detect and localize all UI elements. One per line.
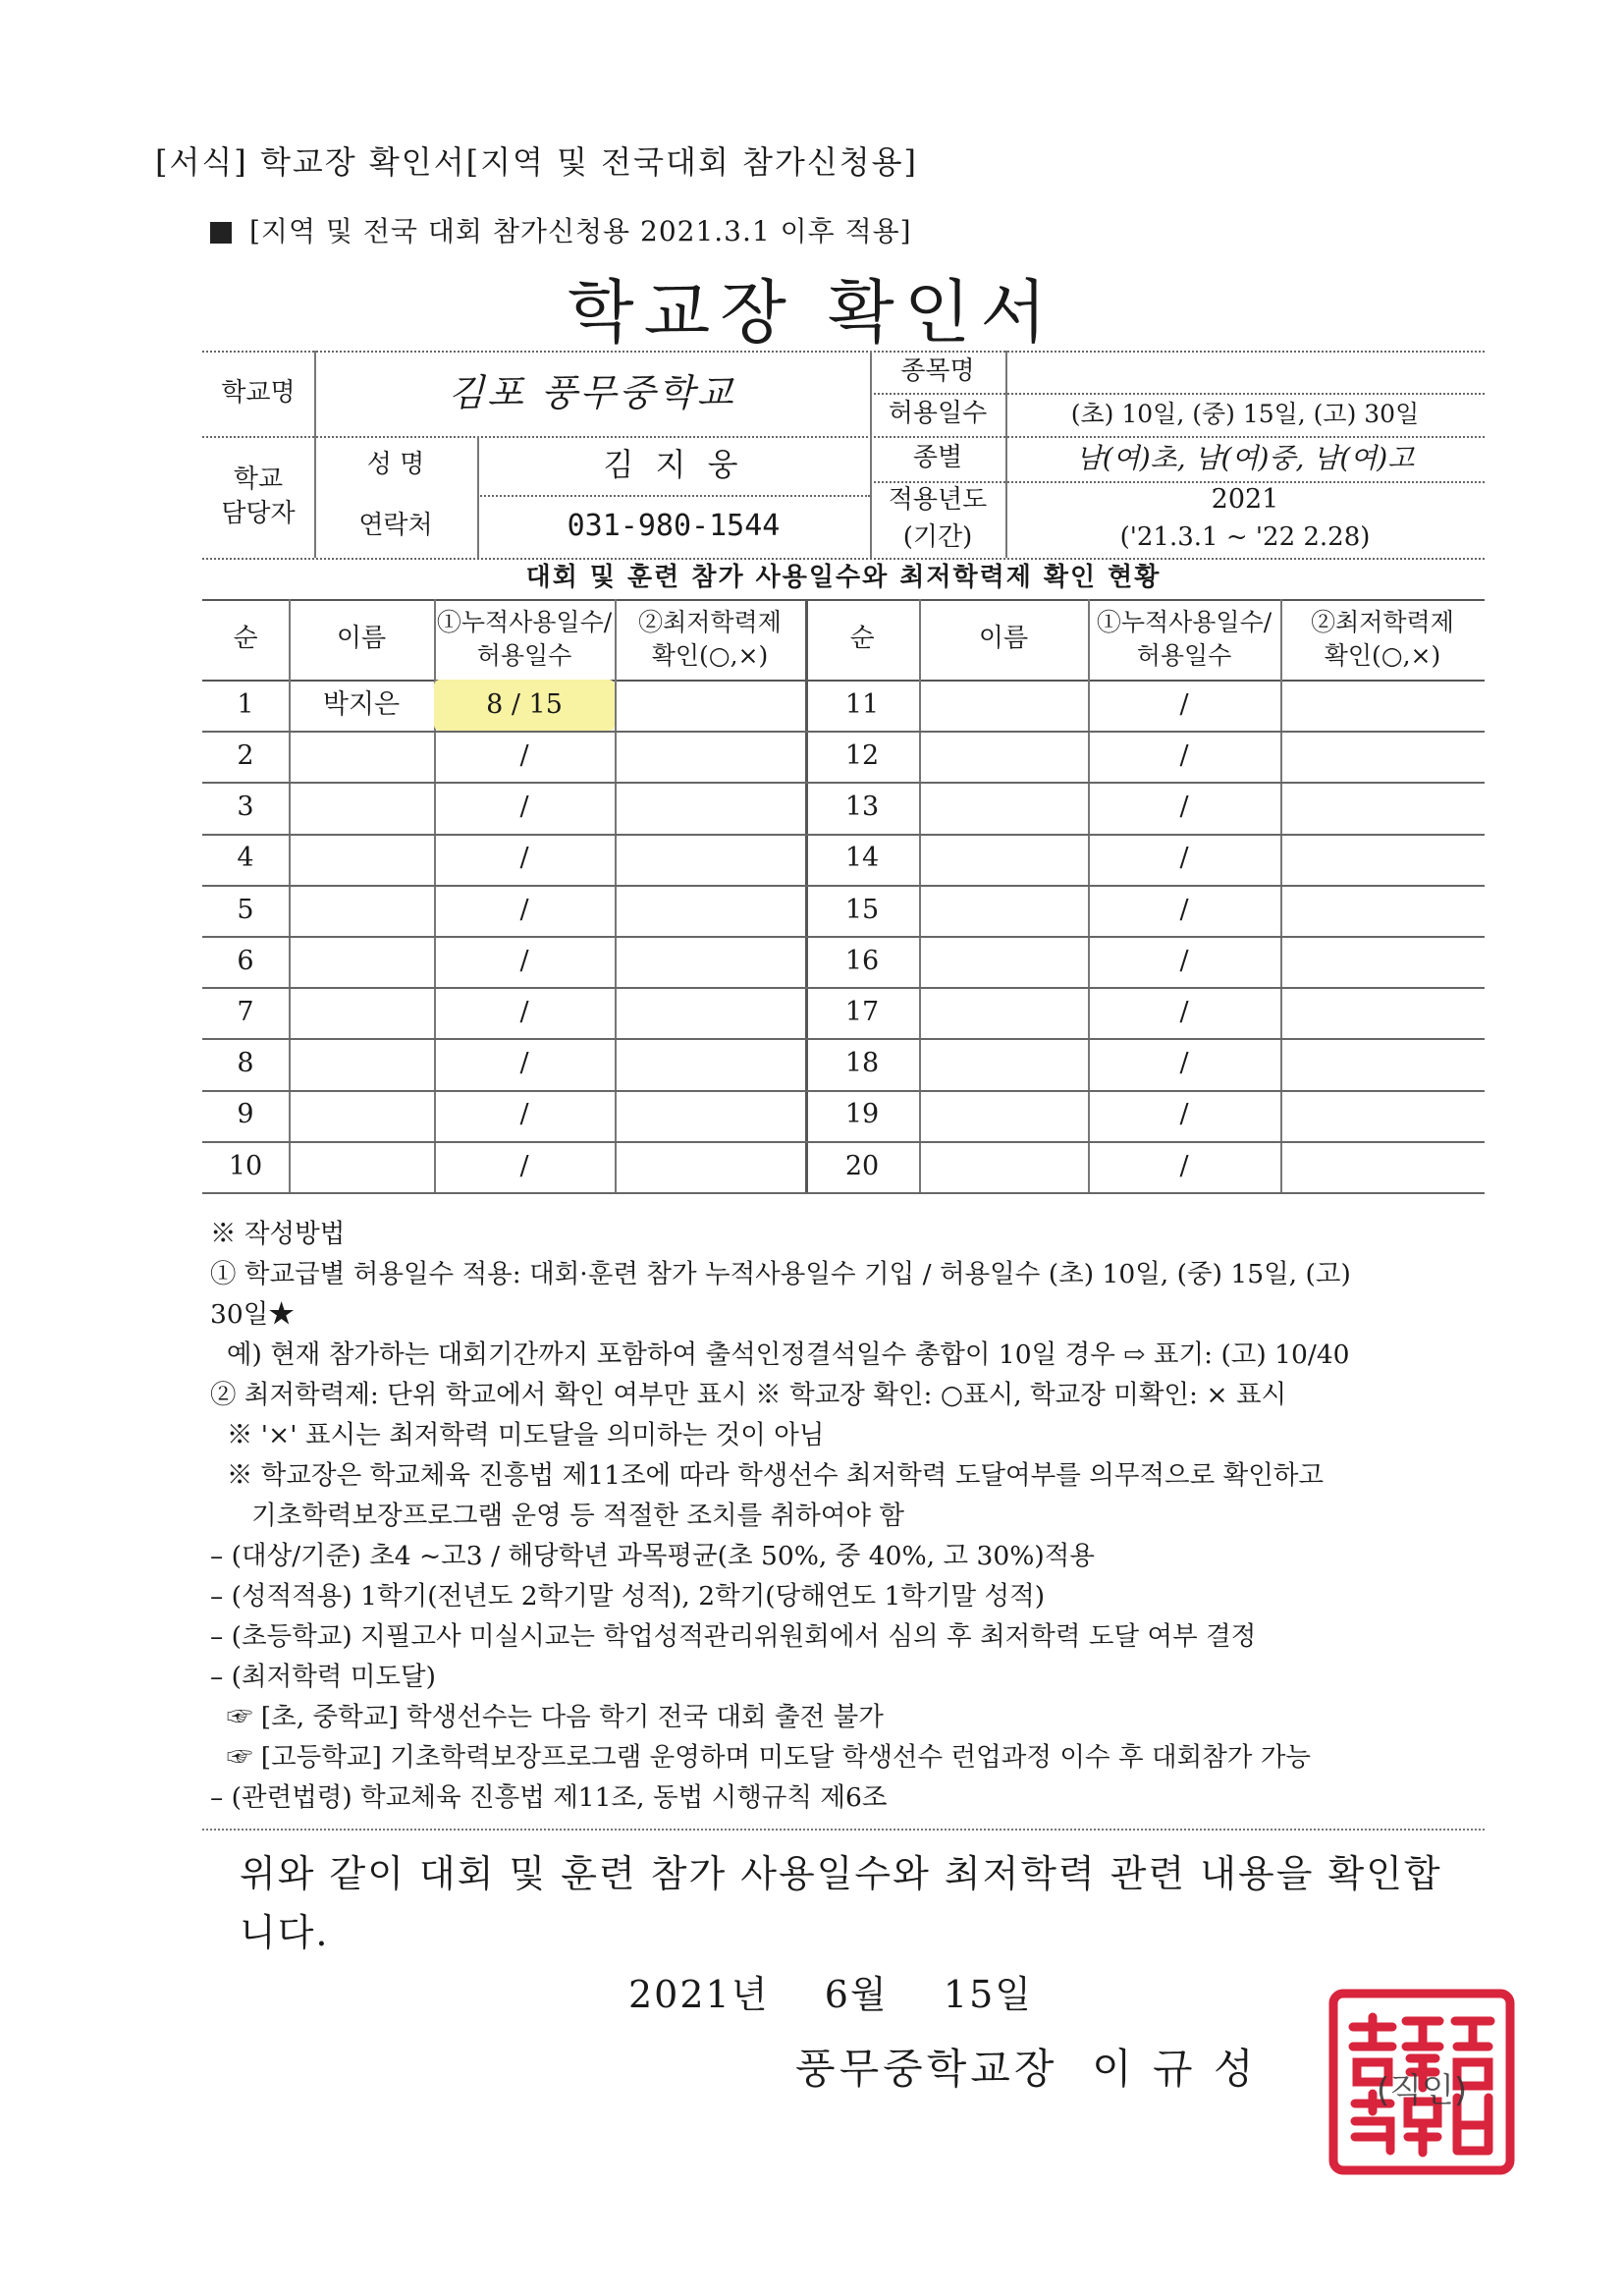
note-line: ※ 학교장은 학교체육 진흥법 제11조에 따라 학생선수 최저학력 도달여부를 의무적으로 확인하고: [210, 1460, 1325, 1491]
table-cell-days[interactable]: /: [519, 1099, 529, 1130]
col-header-check-right: ②최저학력제 확인(○,×): [1311, 608, 1454, 670]
table-cell-check[interactable]: [615, 782, 805, 833]
square-bullet-icon: [210, 222, 232, 244]
table-cell-name[interactable]: [919, 782, 1088, 833]
table-cell-no: 13: [844, 792, 880, 823]
table-cell-days[interactable]: /: [519, 792, 529, 823]
table-cell-no: 17: [844, 997, 880, 1028]
note-line: ☞ [고등학교] 기초학력보장프로그램 운영하며 미도달 학생선수 런업과정 이수 후 대회참가 가능: [210, 1742, 1312, 1773]
table-cell-check[interactable]: [1280, 987, 1485, 1038]
table-cell-check[interactable]: [1280, 936, 1485, 987]
table-cell-name[interactable]: [289, 987, 434, 1038]
note-line: – (성적적용) 1학기(전년도 2학기말 성적), 2학기(당해연도 1학기말 성적): [210, 1581, 1046, 1612]
table-cell-name[interactable]: [289, 731, 434, 782]
table-cell-check[interactable]: [615, 731, 805, 782]
official-seal: [1327, 1988, 1516, 2176]
table-cell-days[interactable]: /: [1179, 740, 1189, 772]
table-cell-days[interactable]: /: [1179, 945, 1189, 976]
col-header-no-right: 순: [849, 624, 875, 654]
table-cell-name[interactable]: [289, 782, 434, 833]
table-cell-name[interactable]: [919, 1141, 1088, 1192]
table-cell-no: 2: [237, 740, 254, 772]
table-cell-name[interactable]: [919, 834, 1088, 885]
table-cell-name[interactable]: [919, 680, 1088, 731]
name-label: 성 명: [366, 450, 425, 480]
form-type-header: [서식] 학교장 확인서[지역 및 전국대회 참가신청용]: [155, 143, 919, 181]
table-cell-name[interactable]: [289, 885, 434, 936]
table-cell-days[interactable]: /: [519, 740, 529, 772]
table-cell-check[interactable]: [1280, 834, 1485, 885]
table-cell-days[interactable]: /: [1179, 1150, 1189, 1181]
year-value: 2021: [1211, 483, 1279, 515]
days-label: 허용일수: [888, 399, 988, 429]
table-cell-check[interactable]: [615, 680, 805, 731]
table-caption: 대회 및 훈련 참가 사용일수와 최저학력제 확인 현황: [525, 563, 1162, 593]
table-cell-days[interactable]: 8 / 15: [434, 680, 615, 731]
table-cell-no: 12: [844, 740, 880, 772]
gender-value: 남(여)초, 남(여)중, 남(여)고: [1075, 442, 1415, 475]
table-cell-no: 20: [844, 1150, 880, 1181]
table-cell-no: 10: [228, 1150, 263, 1181]
table-cell-name[interactable]: [919, 885, 1088, 936]
table-cell-check[interactable]: [615, 834, 805, 885]
table-cell-days[interactable]: /: [519, 1048, 529, 1079]
table-cell-name[interactable]: [289, 1038, 434, 1089]
table-cell-check[interactable]: [615, 885, 805, 936]
note-line: ① 학교급별 허용일수 적용: 대회·훈련 참가 누적사용일수 기입 / 허용일수 (초) 10일, (중) 15일, (고): [210, 1259, 1351, 1289]
table-cell-check[interactable]: [1280, 885, 1485, 936]
table-cell-check[interactable]: [1280, 782, 1485, 833]
table-cell-check[interactable]: [1280, 1090, 1485, 1141]
table-cell-no: 5: [237, 894, 254, 925]
table-cell-days[interactable]: /: [519, 1150, 529, 1181]
table-cell-no: 11: [844, 688, 880, 720]
note-line: 30일★: [210, 1299, 295, 1330]
table-cell-no: 4: [237, 843, 254, 874]
table-cell-name[interactable]: [919, 1090, 1088, 1141]
note-line: – (초등학교) 지필고사 미실시교는 학업성적관리위원회에서 심의 후 최저학력 도달 여부 결정: [210, 1621, 1257, 1652]
table-cell-days[interactable]: /: [519, 997, 529, 1028]
table-cell-no: 16: [844, 945, 880, 976]
note-line: ☞ [초, 중학교] 학생선수는 다음 학기 전국 대회 출전 불가: [210, 1702, 884, 1732]
contact-value: 031-980-1544: [567, 508, 781, 543]
col-header-name-right: 이름: [978, 624, 1029, 654]
table-cell-name[interactable]: 박지은: [322, 688, 401, 720]
table-cell-no: 1: [237, 688, 254, 720]
table-cell-no: 9: [237, 1099, 254, 1130]
table-cell-check[interactable]: [1280, 731, 1485, 782]
table-cell-name[interactable]: [289, 834, 434, 885]
year-label: 적용년도 (기간): [888, 485, 988, 552]
table-cell-name[interactable]: [919, 987, 1088, 1038]
table-cell-days[interactable]: /: [1179, 1099, 1189, 1130]
table-cell-check[interactable]: [615, 1090, 805, 1141]
school-seal-icon: [1327, 1988, 1516, 2176]
col-header-name: 이름: [336, 624, 387, 654]
table-cell-days[interactable]: /: [1179, 688, 1189, 720]
seal-label: (직인): [1376, 2071, 1468, 2110]
table-cell-days[interactable]: /: [1179, 843, 1189, 874]
col-header-check: ②최저학력제 확인(○,×): [638, 608, 782, 670]
table-cell-no: 19: [844, 1099, 880, 1130]
note-line: ② 최저학력제: 단위 학교에서 확인 여부만 표시 ※ 학교장 확인: ○표시, 학교장 미확인: × 표시: [210, 1380, 1287, 1410]
table-cell-days[interactable]: /: [519, 843, 529, 874]
note-line: ※ 작성방법: [210, 1219, 346, 1249]
document-title: 학교장 확인서: [568, 272, 1056, 353]
table-cell-no: 14: [844, 843, 880, 874]
principal-signature-line: 풍무중학교장 이 규 성: [795, 2045, 1258, 2093]
table-cell-check[interactable]: [1280, 1141, 1485, 1192]
table-cell-name[interactable]: [919, 1038, 1088, 1089]
table-cell-days[interactable]: /: [1179, 792, 1189, 823]
table-cell-check[interactable]: [1280, 1038, 1485, 1089]
table-cell-name[interactable]: [919, 731, 1088, 782]
school-value: 김포 풍무중학교: [448, 370, 736, 414]
table-cell-no: 15: [844, 894, 880, 925]
table-cell-no: 8: [237, 1048, 254, 1079]
table-cell-check[interactable]: [615, 987, 805, 1038]
table-cell-name[interactable]: [289, 1141, 434, 1192]
table-cell-days[interactable]: /: [1179, 1048, 1189, 1079]
table-cell-days[interactable]: /: [1179, 894, 1189, 925]
school-label: 학교명: [221, 377, 296, 408]
table-cell-name[interactable]: [919, 936, 1088, 987]
instructions-notes: [210, 1214, 1496, 1818]
table-cell-days[interactable]: /: [519, 945, 529, 976]
note-line: 기초학력보장프로그램 운영 등 적절한 조치를 취하여야 함: [210, 1501, 905, 1531]
table-cell-days[interactable]: /: [1179, 997, 1189, 1028]
event-label: 종목명: [900, 355, 975, 386]
table-cell-no: 7: [237, 997, 254, 1028]
table-cell-no: 18: [844, 1048, 880, 1079]
usage-subheader: [지역 및 전국 대회 참가신청용 2021.3.1 이후 적용]: [249, 215, 912, 247]
table-cell-check[interactable]: [615, 936, 805, 987]
table-cell-check[interactable]: [615, 1038, 805, 1089]
manager-label: 학교 담당자: [221, 464, 296, 528]
table-cell-check[interactable]: [615, 1141, 805, 1192]
table-cell-days[interactable]: /: [519, 894, 529, 925]
col-header-no: 순: [233, 624, 258, 654]
table-cell-name[interactable]: [289, 936, 434, 987]
issue-date: 2021년 6월 15일: [628, 1973, 1033, 2016]
note-line: 예) 현재 참가하는 대회기간까지 포함하여 출석인정결석일수 총합이 10일 경우 ⇨ 표기: (고) 10/40: [210, 1339, 1350, 1370]
col-header-days-right: ①누적사용일수/ 허용일수: [1096, 608, 1272, 670]
manager-name-value: 김 지 웅: [603, 446, 744, 484]
col-header-days: ①누적사용일수/ 허용일수: [436, 608, 613, 670]
note-line: ※ '×' 표시는 최저학력 미도달을 의미하는 것이 아님: [210, 1420, 825, 1450]
table-cell-no: 6: [237, 945, 254, 976]
contact-label: 연락처: [358, 511, 433, 541]
allowed-days-value: (초) 10일, (중) 15일, (고) 30일: [1070, 400, 1420, 429]
event-value[interactable]: [1005, 351, 1485, 393]
table-cell-name[interactable]: [289, 1090, 434, 1141]
gender-label: 종별: [912, 443, 963, 473]
table-cell-check[interactable]: [1280, 680, 1485, 731]
note-line: – (최저학력 미도달): [210, 1662, 436, 1692]
period-value: ('21.3.1 ~ '22 2.28): [1119, 522, 1371, 553]
note-line: – (관련법령) 학교체육 진흥법 제11조, 동법 시행규칙 제6조: [210, 1782, 888, 1813]
confirmation-statement: 위와 같이 대회 및 훈련 참가 사용일수와 최저학력 관련 내용을 확인합니다.: [240, 1852, 1442, 1954]
table-cell-no: 3: [237, 792, 254, 823]
note-line: – (대상/기준) 초4 ~고3 / 해당학년 과목평균(초 50%, 중 40%, 고 30%)적용: [210, 1541, 1095, 1571]
